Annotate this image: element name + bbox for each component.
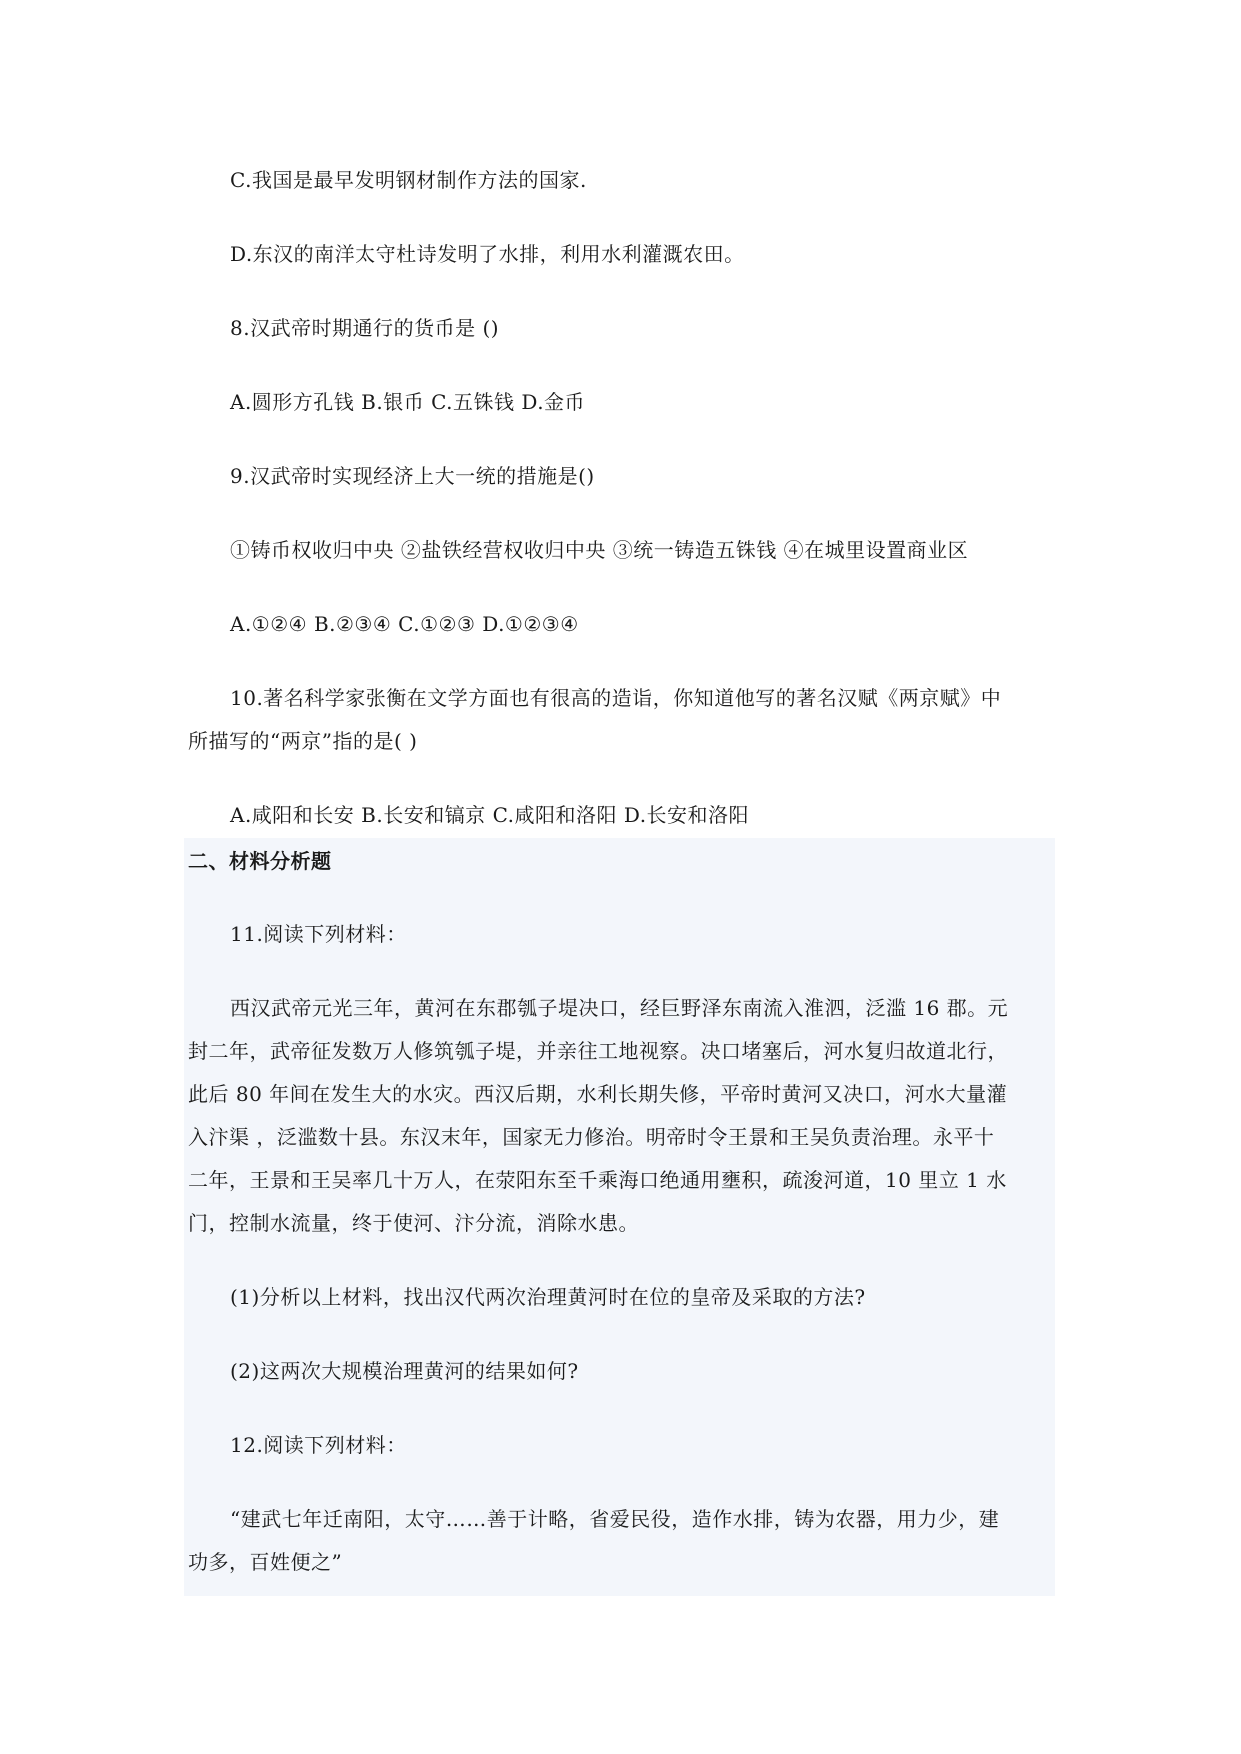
q11-passage-line: 门，控制水流量，终于使河、汴分流，消除水患。 [188,1211,639,1235]
section-heading: 二、材料分析题 [188,849,332,873]
q7-option-c: C.我国是最早发明钢材制作方法的国家. [230,168,587,192]
q11-subquestion-2: (2)这两次大规模治理黄河的结果如何? [230,1359,579,1383]
q11-intro: 11.阅读下列材料： [230,922,407,946]
q11-passage-line: 西汉武帝元光三年，黄河在东郡瓠子堤决口，经巨野泽东南流入淮泗，泛滥 16 郡。元 [230,996,1009,1020]
q10-options: A.咸阳和长安 B.长安和镐京 C.咸阳和洛阳 D.长安和洛阳 [230,803,750,827]
q11-passage-line: 封二年，武帝征发数万人修筑瓠子堤，并亲往工地视察。决口堵塞后，河水复归故道北行， [188,1039,1008,1063]
q10-question-line2: 所描写的“两京”指的是( ) [188,729,418,753]
q11-passage-line: 入汴渠 ，泛滥数十县。东汉末年，国家无力修治。明帝时令王景和王吴负责治理。永平十 [188,1125,995,1149]
q11-subquestion-1: (1)分析以上材料，找出汉代两次治理黄河时在位的皇帝及采取的方法? [230,1285,866,1309]
q12-quote-line: “建武七年迁南阳，太守……善于计略，省爱民役，造作水排，铸为农器，用力少，建 [230,1507,1000,1531]
q11-passage-line: 二年，王景和王吴率几十万人，在荥阳东至千乘海口绝通用壅积，疏浚河道，10 里立 1 水 [188,1168,1007,1192]
q12-quote-line: 功多，百姓便之” [188,1550,343,1574]
q9-options: A.①②④ B.②③④ C.①②③ D.①②③④ [230,612,579,636]
q11-passage-line: 此后 80 年间在发生大的水灾。西汉后期，水利长期失修，平帝时黄河又决口，河水大量灌 [188,1082,1008,1106]
q9-statements: ①铸币权收归中央 ②盐铁经营权收归中央 ③统一铸造五铢钱 ④在城里设置商业区 [230,538,969,562]
q12-intro: 12.阅读下列材料： [230,1433,407,1457]
q8-question: 8.汉武帝时期通行的货币是 () [230,316,500,340]
q8-options: A.圆形方孔钱 B.银币 C.五铢钱 D.金币 [230,390,586,414]
q7-option-d: D.东汉的南洋太守杜诗发明了水排，利用水利灌溉农田。 [230,242,745,266]
q10-question-line1: 10.著名科学家张衡在文学方面也有很高的造诣，你知道他写的著名汉赋《两京赋》中 [230,686,1002,710]
q9-question: 9.汉武帝时实现经济上大一统的措施是() [230,464,595,488]
